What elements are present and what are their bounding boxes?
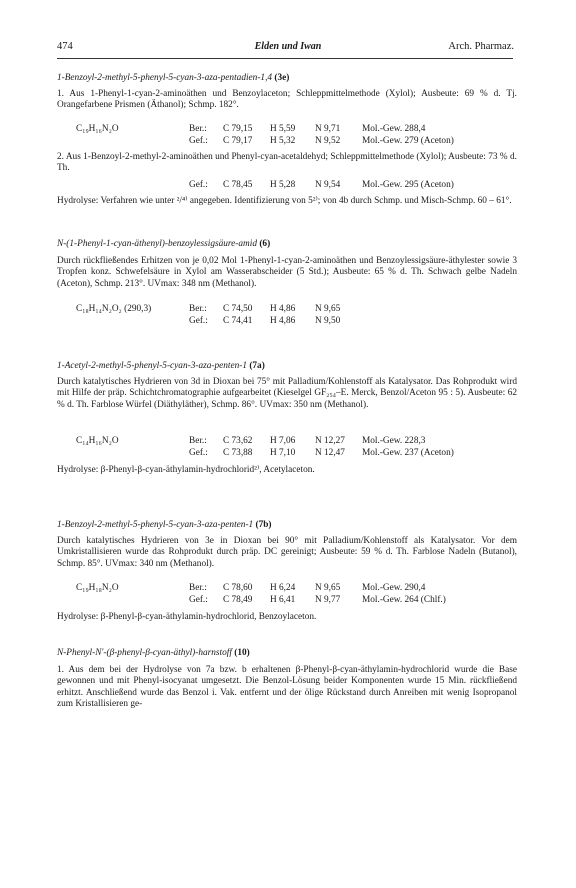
analysis-value: H 5,28 (270, 180, 296, 190)
analysis-value: C 79,17 (223, 136, 253, 146)
header-rule (57, 58, 513, 59)
analysis-value: C 78,60 (223, 583, 253, 593)
analysis-label: Gef.: (189, 180, 208, 190)
analysis-value: N 9,65 (315, 304, 341, 314)
analysis-value: C 73,62 (223, 436, 253, 446)
journal-name: Arch. Pharmaz. (448, 41, 514, 52)
section-7a-hydrolyse: Hydrolyse: β-Phenyl-β-cyan-äthylamin-hydrochlorid²⁾, Acetylaceton. (57, 465, 315, 475)
formula-3e: C₁₉H₁₆N₂O (76, 124, 119, 134)
analysis-label: Gef.: (189, 448, 208, 458)
analysis-value: H 7,06 (270, 436, 296, 446)
analysis-value: Mol.-Gew. 228,3 (362, 436, 426, 446)
section-3e-paragraph-1: 1. Aus 1-Phenyl-1-cyan-2-aminoäthen und Benzoylaceton; Schleppmittelmethode (Xylol); Ausbeute: 69 % d. Tj. Orangefarbene Prismen (Äthanol); Schmp. 182°. (57, 89, 517, 111)
running-title: Elden und Iwan (254, 41, 322, 52)
analysis-value: Mol.-Gew. 264 (Chlf.) (362, 595, 446, 605)
analysis-value: Mol.-Gew. 237 (Aceton) (362, 448, 454, 458)
analysis-value: C 78,45 (223, 180, 253, 190)
analysis-value: Mol.-Gew. 295 (Aceton) (362, 180, 454, 190)
section-heading-7a: 1-Acetyl-2-methyl-5-phenyl-5-cyan-3-aza-penten-1 (7a) (57, 361, 265, 371)
section-10-paragraph: 1. Aus dem bei der Hydrolyse von 7a bzw. b erhaltenen β-Phenyl-β-cyan-äthylamin-hydrochlorid wurde die Base gewonnen und mit Phenyl-isocyanat umgesetzt. Die Benzol-Lösung beider Komponenten wurde 15 Min. rückfließend erhitzt. Anschließend wurde das Benzol i. Vak. entfernt und der ölige Rückstand durch Anreiben mit wenig Isopropanol zum Kristallisieren ge- (57, 665, 517, 710)
analysis-label: Gef.: (189, 316, 208, 326)
analysis-value: H 4,86 (270, 304, 296, 314)
analysis-value: N 9,77 (315, 595, 341, 605)
section-7b-paragraph: Durch katalytisches Hydrieren von 3e in Dioxan bei 90° mit Palladium/Kohlenstoff als Katalysator. Vor dem Umkristallisieren wurde das Rohprodukt durch präp. DC gereinigt; Ausbeute: 59 % d. Th. Farblose Nadeln (Butanol), Schmp. 85°. UVmax: 340 nm (Methanol). (57, 536, 517, 569)
section-heading-10: N-Phenyl-N'-(β-phenyl-β-cyan-äthyl)-harnstoff (10) (57, 648, 250, 658)
analysis-value: N 9,50 (315, 316, 341, 326)
section-3e-hydrolyse: Hydrolyse: Verfahren wie unter ²/⁴⁾ angegeben. Identifizierung von 5²⁾; von 4b durch Schmp. und Misch-Schmp. 60 – 61°. (57, 196, 512, 206)
analysis-value: H 5,59 (270, 124, 296, 134)
page-number: 474 (57, 41, 73, 52)
analysis-label: Ber.: (189, 124, 207, 134)
analysis-value: C 74,50 (223, 304, 253, 314)
formula-7a: C₁₄H₁₆N₂O (76, 436, 119, 446)
analysis-value: Mol.-Gew. 290,4 (362, 583, 426, 593)
section-6-paragraph: Durch rückfließendes Erhitzen von je 0,02 Mol 1-Phenyl-1-cyan-2-aminoäthen und Benzoylessigsäure-äthylester sowie 3 Tropfen konz. Schwefelsäure in Xylol am Wasserabscheider (5 Std.); Ausbeute: 65 % d. Th. Schwach gelbe Nadeln (Aceton), Schmp. 213°. UVmax: 348 nm (Methanol). (57, 256, 517, 289)
analysis-value: C 74,41 (223, 316, 253, 326)
analysis-value: Mol.-Gew. 288,4 (362, 124, 426, 134)
formula-7b: C₁₉H₁₈N₂O (76, 583, 119, 593)
analysis-value: Mol.-Gew. 279 (Aceton) (362, 136, 454, 146)
formula-6: C₁₈H₁₄N₂O₂ (290,3) (76, 304, 152, 314)
section-heading-3e: 1-Benzoyl-2-methyl-5-phenyl-5-cyan-3-aza-pentadien-1,4 (3e) (57, 73, 290, 83)
section-heading-6: N-(1-Phenyl-1-cyan-äthenyl)-benzoylessigsäure-amid (6) (57, 239, 271, 249)
analysis-value: H 7,10 (270, 448, 296, 458)
section-7a-paragraph: Durch katalytisches Hydrieren von 3d in Dioxan bei 75° mit Palladium/Kohlenstoff als Katalysator. Das Rohprodukt wird mit Hilfe der präp. Schichtchromatographie aufgearbeitet (Kieselgel GF₂₅₄–E. Merck, Benzol/Aceton 95 : 5). Ausbeute: 62 % d. Th. Farblose Würfel (Diäthyläther), Schmp. 86°. UVmax: 350 nm (Methanol). (57, 377, 517, 410)
analysis-label: Gef.: (189, 595, 208, 605)
section-heading-7b: 1-Benzoyl-2-methyl-5-phenyl-5-cyan-3-aza-penten-1 (7b) (57, 520, 272, 530)
analysis-value: N 9,52 (315, 136, 341, 146)
analysis-value: N 12,27 (315, 436, 345, 446)
analysis-label: Ber.: (189, 436, 207, 446)
analysis-label: Ber.: (189, 583, 207, 593)
section-3e-paragraph-2: 2. Aus 1-Benzoyl-2-methyl-2-aminoäthen und Phenyl-cyan-acetaldehyd; Schleppmittelmethode (Xylol); Ausbeute: 73 % d. Th. (57, 152, 517, 174)
analysis-value: H 6,24 (270, 583, 296, 593)
analysis-label: Ber.: (189, 304, 207, 314)
analysis-value: C 73,88 (223, 448, 253, 458)
analysis-label: Gef.: (189, 136, 208, 146)
analysis-value: N 9,65 (315, 583, 341, 593)
section-7b-hydrolyse: Hydrolyse: β-Phenyl-β-cyan-äthylamin-hydrochlorid, Benzoylaceton. (57, 612, 317, 622)
analysis-value: H 6,41 (270, 595, 296, 605)
analysis-value: N 9,71 (315, 124, 341, 134)
analysis-value: C 79,15 (223, 124, 253, 134)
analysis-value: N 12,47 (315, 448, 345, 458)
analysis-value: C 78,49 (223, 595, 253, 605)
analysis-value: N 9,54 (315, 180, 341, 190)
analysis-value: H 4,86 (270, 316, 296, 326)
analysis-value: H 5,32 (270, 136, 296, 146)
